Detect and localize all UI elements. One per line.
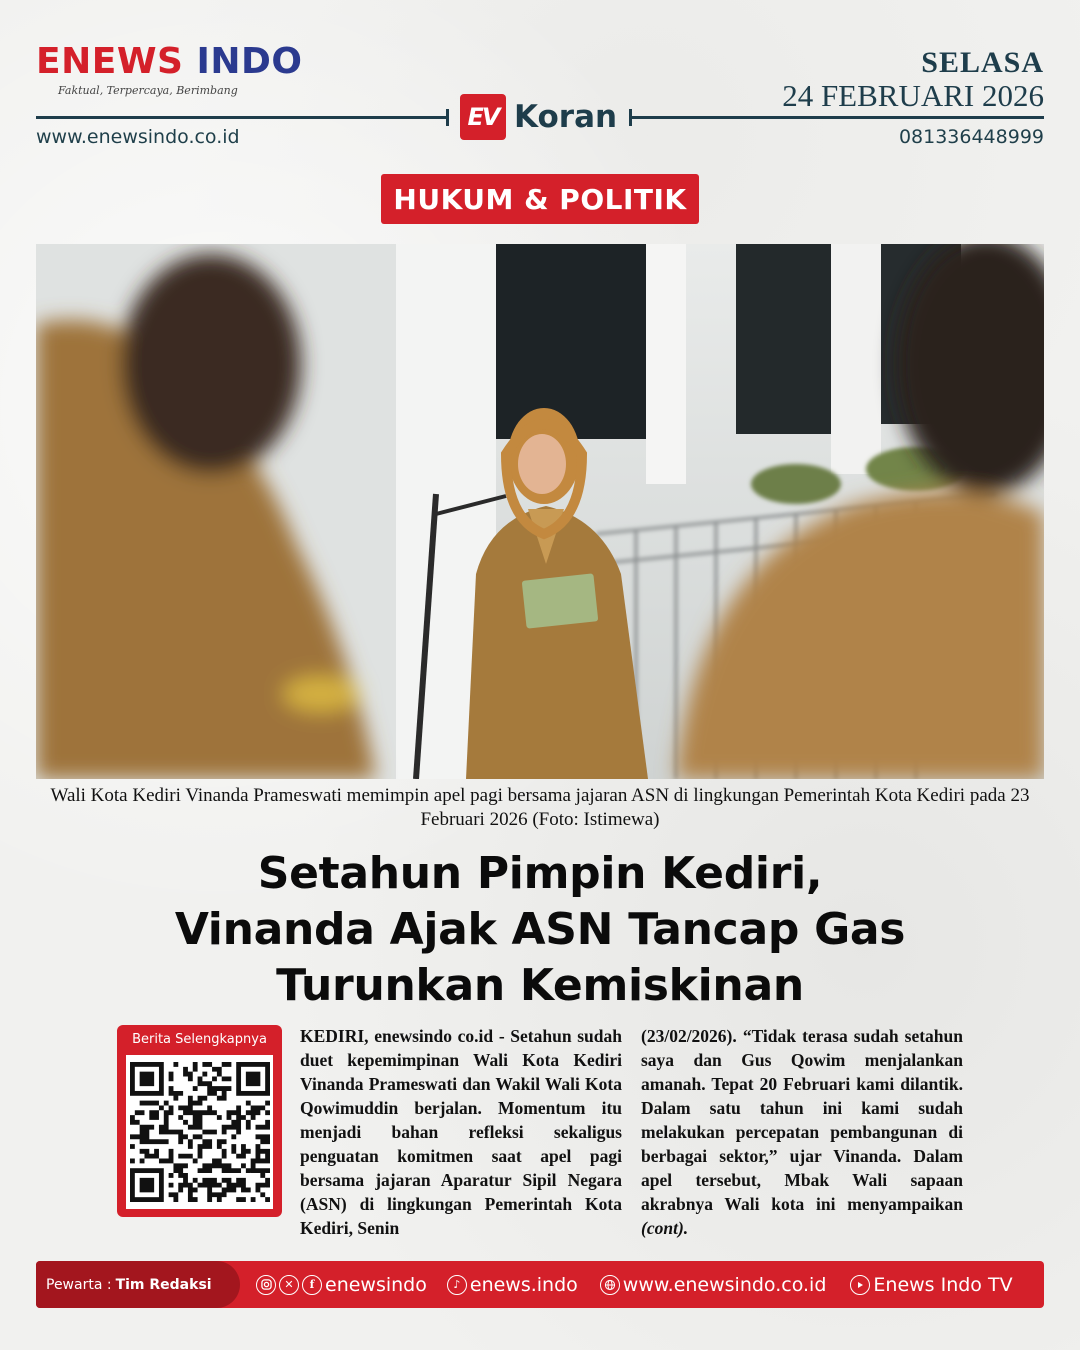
issue-date [782, 48, 1044, 111]
photo-caption: Wali Kota Kediri Vinanda Prameswati memimpin apel pagi bersama jajaran ASN di lingkungan Pemerintah Kota Kediri pada 23 Februari 2026 (Foto: Istimewa) [50, 785, 1030, 830]
pewarta [36, 1261, 240, 1308]
article-cont: (cont). [641, 1218, 689, 1238]
brand-tagline: Faktual, Terpercaya, Berimbang [58, 84, 238, 97]
article-column-2 [641, 1024, 963, 1240]
facebook-icon[interactable]: f [302, 1275, 322, 1295]
qr-label: Berita Selengkapnya [132, 1032, 267, 1047]
headline-line-3: Turunkan Kemiskinan [276, 960, 804, 1011]
edition-label: Koran [514, 99, 618, 135]
pewarta-name: Tim Redaksi [115, 1276, 212, 1293]
qr-card[interactable] [117, 1025, 282, 1217]
header-website[interactable]: www.enewsindo.co.id [36, 126, 240, 148]
instagram-icon[interactable] [256, 1275, 276, 1295]
tiktok-handle[interactable]: enews.indo [469, 1273, 578, 1296]
qr-code[interactable] [126, 1055, 273, 1209]
brand-name [36, 41, 303, 82]
header-rule-left [36, 116, 448, 119]
tiktok-icon: ♪ [447, 1275, 467, 1295]
brand-name-part2: INDO [196, 41, 303, 82]
website-link[interactable] [600, 1274, 827, 1296]
footer-website[interactable]: www.enewsindo.co.id [622, 1273, 827, 1296]
header-rule-right-end [629, 109, 632, 126]
issue-day: SELASA [921, 46, 1044, 79]
article-photo [36, 244, 1044, 779]
x-icon[interactable]: ✕ [279, 1275, 299, 1295]
issue-date-full: 24 FEBRUARI 2026 [782, 78, 1044, 113]
youtube-icon [850, 1275, 870, 1295]
header-rule-right [632, 116, 1044, 119]
pewarta-label: Pewarta : [46, 1276, 112, 1293]
headline [60, 846, 1020, 1014]
article-column-2-text: (23/02/2026). “Tidak terasa sudah setahun saya dan Gus Qowim menjalankan amanah. Tepat 20 Februari kami dilantik. Dalam satu tahun ini kami sudah melakukan percepatan pembangunan di berbagai sektor,” ujar Vinanda. Dalam apel tersebut, Mbak Wali sapaan akrabnya Wali kota ini menyampaikan [641, 1026, 963, 1214]
category-badge: HUKUM & POLITIK [381, 174, 699, 224]
koran-logo [460, 94, 617, 140]
brand-logo [36, 41, 303, 97]
youtube-link[interactable] [850, 1274, 1012, 1296]
globe-icon [600, 1275, 620, 1295]
article-photo-illustration [36, 244, 1044, 779]
social-handle-text[interactable]: enewsindo [325, 1273, 427, 1296]
brand-name-part1: ENEWS [36, 41, 184, 82]
ev-logo-icon: EV [460, 94, 506, 140]
tiktok-link[interactable] [447, 1274, 578, 1296]
youtube-channel[interactable]: Enews Indo TV [873, 1273, 1013, 1296]
footer-bar [36, 1261, 1044, 1308]
headline-line-1: Setahun Pimpin Kediri, [257, 848, 823, 899]
qr-code-icon [130, 1062, 270, 1202]
headline-line-2: Vinanda Ajak ASN Tancap Gas [174, 904, 906, 955]
header-rule-left-end [446, 109, 449, 126]
article-column-1: KEDIRI, enewsindo co.id - Setahun sudah duet kepemimpinan Wali Kota Kediri Vinanda Prameswati dan Wakil Wali Kota Qowimuddin berjalan. Momentum itu menjadi bahan refleksi sekaligus penguatan komitmen saat apel pagi bersama jajaran Aparatur Sipil Negara (ASN) di lingkungan Pemerintah Kota Kediri, Senin [300, 1026, 622, 1238]
social-handles[interactable] [256, 1274, 427, 1296]
header-phone: 081336448999 [898, 126, 1044, 148]
